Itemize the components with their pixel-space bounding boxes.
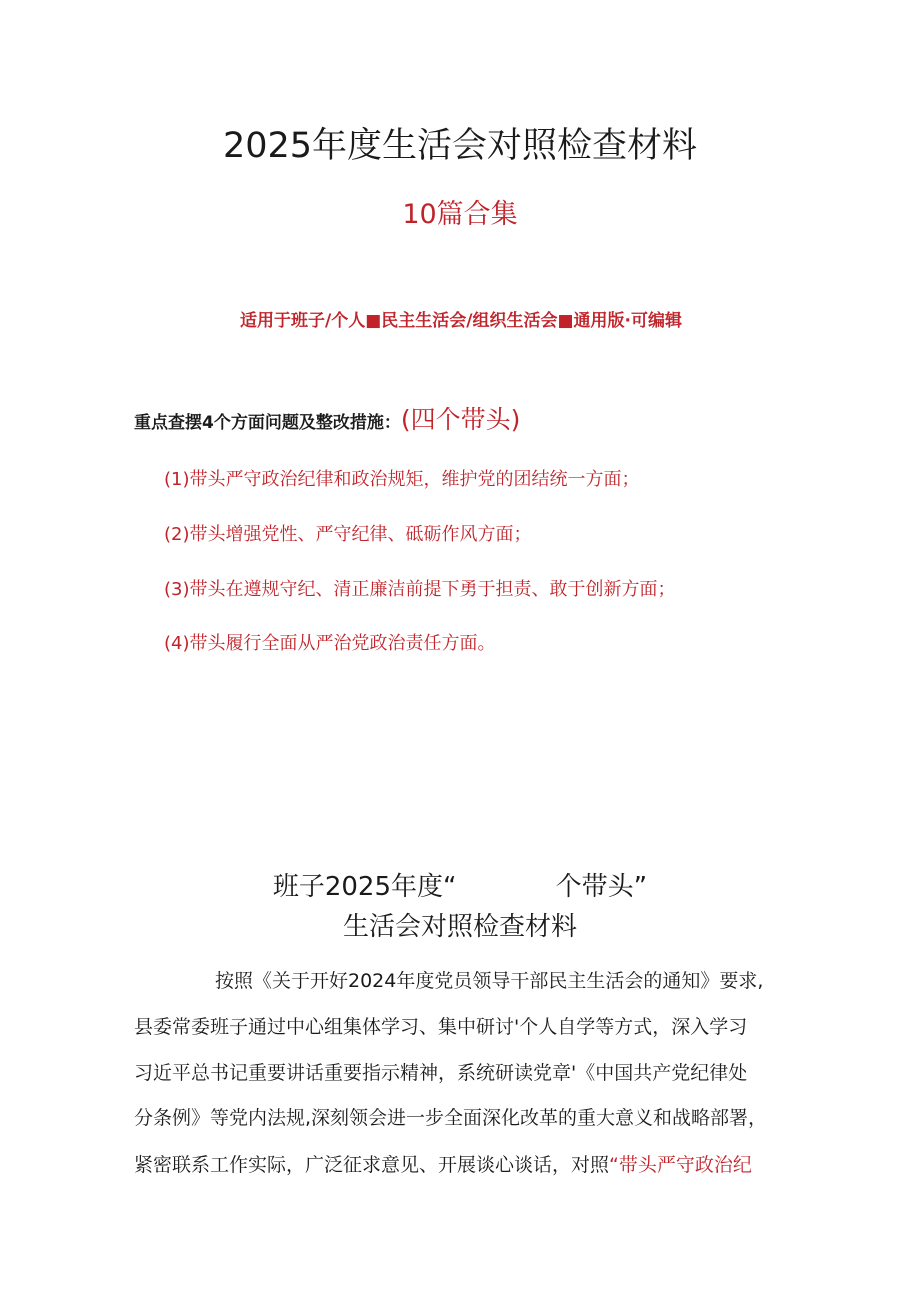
document-title: 2025年度生活会对照检查材料 xyxy=(222,126,698,166)
focus-highlight: (四个带头) xyxy=(400,405,521,434)
body-paragraph-line: 按照《关于开好2024年度党员领导干部民主生活会的通知》要求, xyxy=(215,970,764,992)
body-paragraph-line: 习近平总书记重要讲话重要指示精神，系统研读党章'《中国共产党纪律处 xyxy=(134,1062,748,1084)
issue-item-2: (2)带头增强党性、严守纪律、砥砺作风方面； xyxy=(164,524,532,545)
body-paragraph-line xyxy=(134,1150,752,1177)
body-paragraph-line: 分条例》等党内法规,深刻领会进一步全面深化改革的重大意义和战略部署， xyxy=(134,1107,768,1129)
focus-label: 重点查摆4个方面问题及整改措施： xyxy=(134,413,401,433)
body-red-quote: “带头严守政治纪 xyxy=(609,1154,752,1176)
issue-item-4: (4)带头履行全面从严治党政治责任方面。 xyxy=(164,633,496,654)
focus-heading xyxy=(134,400,520,436)
issue-item-1: (1)带头严守政治纪律和政治规矩，维护党的团结统一方面； xyxy=(164,469,640,490)
issue-item-3: (3)带头在遵规守纪、清正廉洁前提下勇于担责、敢于创新方面； xyxy=(164,579,676,600)
body-paragraph-line: 县委常委班子通过中心组集体学习、集中研讨'个人自学等方式，深入学习 xyxy=(134,1016,748,1038)
body-text: 紧密联系工作实际，广泛征求意见、开展谈心谈话，对照 xyxy=(134,1154,610,1176)
section-title-line-1: 班子2025年度“ 个带头” xyxy=(272,872,648,902)
section-title-line-2: 生活会对照检查材料 xyxy=(342,912,577,942)
applicable-note: 适用于班子/个人■民主生活会/组织生活会■通用版·可编辑 xyxy=(240,311,682,331)
document-subtitle: 10篇合集 xyxy=(402,199,518,230)
